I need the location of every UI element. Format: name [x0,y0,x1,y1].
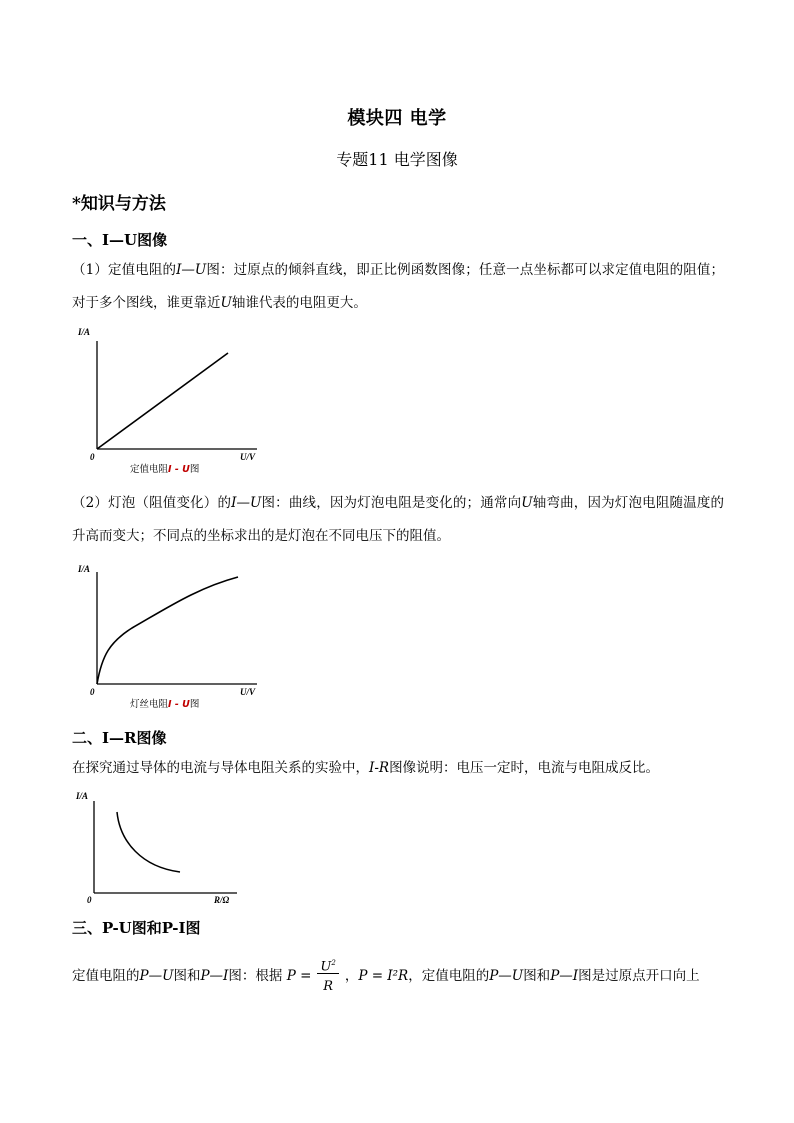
paragraph-fixed-resistor: （1）定值电阻的I—U图：过原点的倾斜直线，即正比例函数图像；任意一点坐标都可以求定值电阻的阻值；对于多个图线，谁更靠近U轴谁代表的电阻更大。 [72,262,724,311]
paragraph-ir: 在探究通过导体的电流与导体电阻关系的实验中，I-R图像说明：电压一定时，电流与电阻成反比。 [72,760,660,776]
figure-ir [72,787,247,907]
fig3-origin-label: 0 [87,895,92,905]
section-knowledge-heading: *知识与方法 [72,194,166,214]
page-subtitle: 专题11 电学图像 [336,150,458,169]
ir-graph [72,787,247,907]
figure-fixed-resistor-iu [72,325,272,475]
fig2-origin-label: 0 [90,687,95,697]
fig2-x-axis-label: U/V [240,687,256,697]
fig3-y-axis-label: I/A [76,791,89,801]
fig2-y-axis-label: I/A [78,564,91,574]
fig1-origin-label: 0 [90,452,95,462]
section-iu-heading: 一、I—U图像 [72,231,168,249]
page-title: 模块四 电学 [347,108,447,129]
fig1-x-axis-label: U/V [240,452,256,462]
paragraph-pu-pi: 定值电阻的P—U图和P—I图：根据 P = $\frac{U^2}{R}$ ，P = I²R，定值电阻的P—U图和P—I图是过原点开口向上 [72,958,700,995]
figure-bulb-iu [72,560,272,710]
fig3-x-axis-label: R/Ω [214,895,230,905]
section-pu-pi-heading: 三、P-U图和P-I图 [72,919,201,937]
paragraph-bulb: （2）灯泡（阻值变化）的I—U图：曲线，因为灯泡电阻是变化的；通常向U轴弯曲，因为灯泡电阻随温度的升高而变大；不同点的坐标求出的是灯泡在不同电压下的阻值。 [72,495,724,544]
fig1-y-axis-label: I/A [78,327,91,337]
fig1-caption: 定值电阻I - U图 [130,464,200,475]
section-ir-heading: 二、I—R图像 [72,729,167,747]
power-formula-fraction: $\frac{U^2}{R}$ [317,960,338,993]
fig2-caption: 灯丝电阻I - U图 [130,699,200,710]
